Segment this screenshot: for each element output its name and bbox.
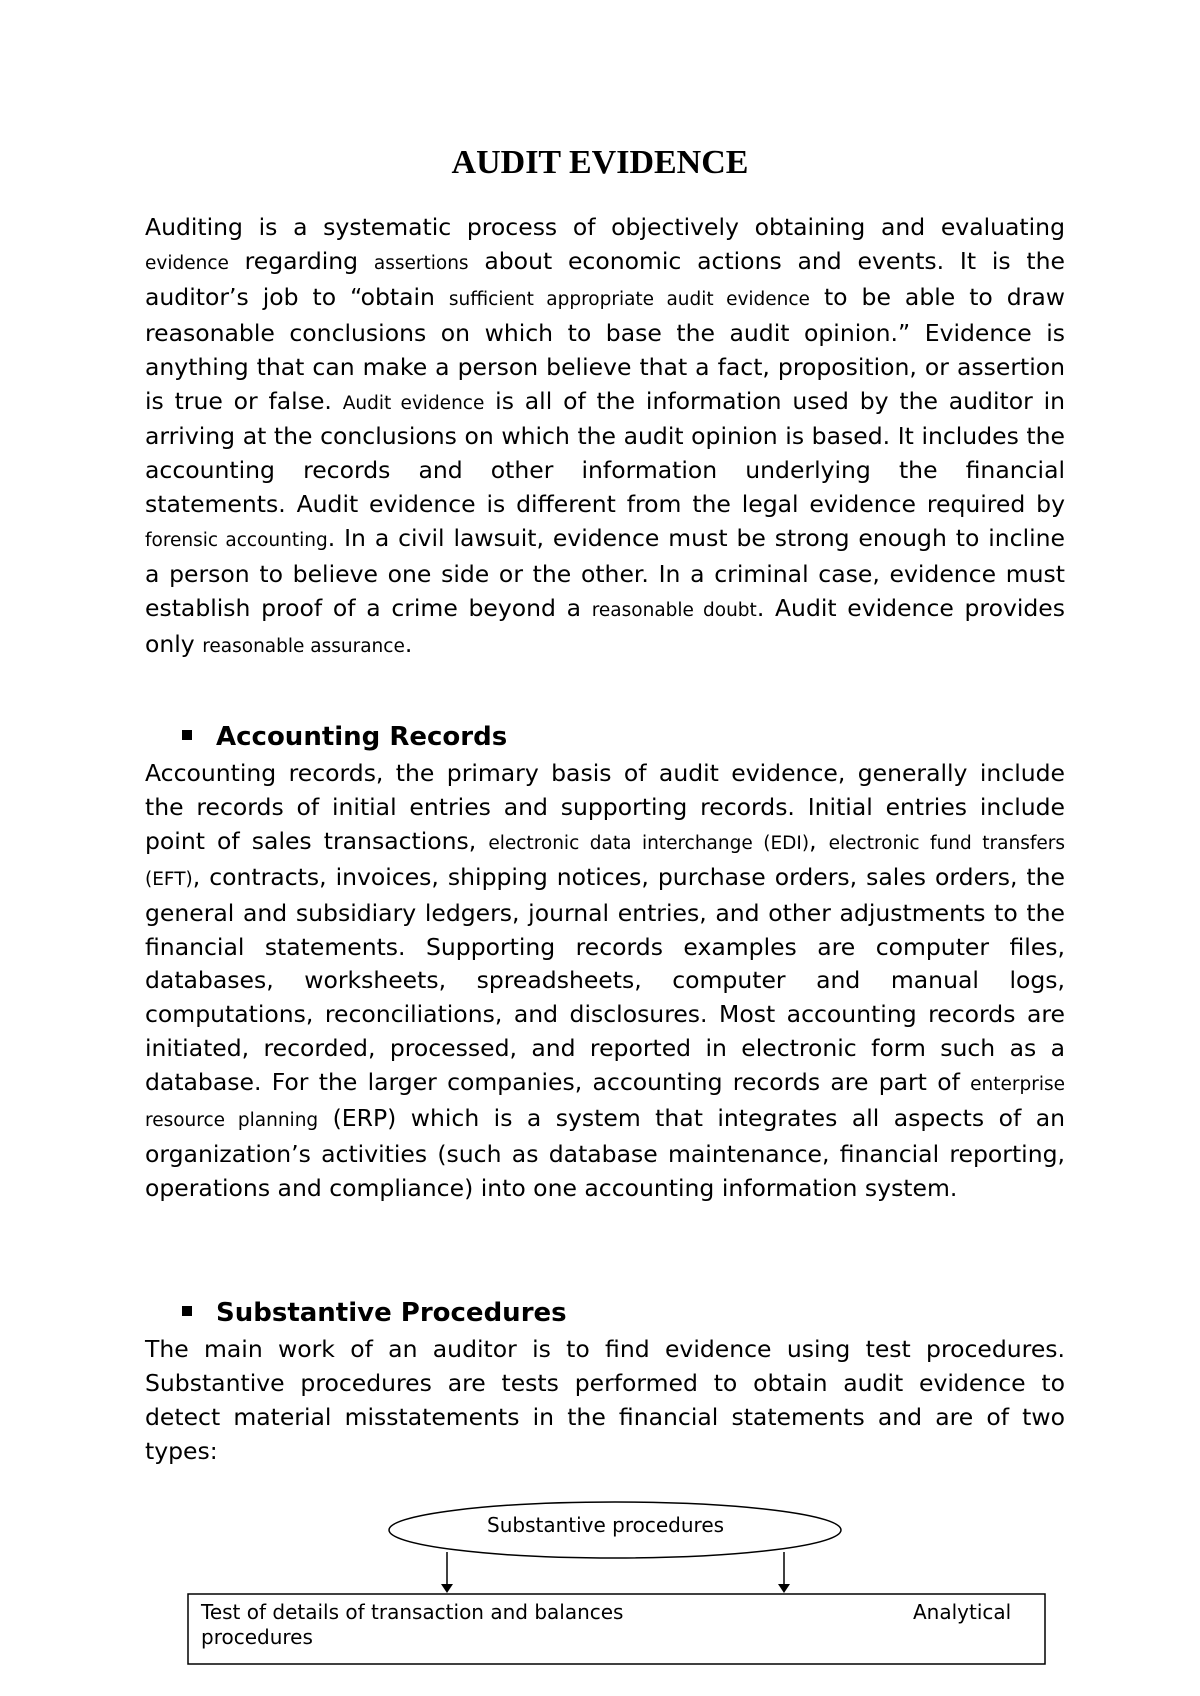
intro-text: Auditing is a systematic process of objectively obtaining and evaluating [145, 213, 1065, 241]
intro-link-reasonable-doubt[interactable]: reasonable doubt [591, 599, 757, 621]
intro-text: . [404, 629, 413, 658]
intro-link-sufficient-evidence[interactable]: sufficient appropriate audit evidence [448, 288, 810, 310]
section-heading-text: Substantive Procedures [216, 1298, 567, 1328]
link-eft[interactable]: electronic fund transfers (EFT) [145, 832, 1065, 890]
intro-text: is all of the information used by the auditor in arriving at the conclusions on which the audit opinion is based. It includes the accounting records and other information underlying the financial statements. Audit evidence is different from the legal evidence required by [145, 386, 1065, 519]
substantive-procedures-paragraph: The main work of an auditor is to find evidence using test procedures. Substantive procedures are tests performed to obtain audit evidence to detect material misstatements in the financial statements and are of two types: [145, 1335, 1065, 1465]
intro-text: . In a civil lawsuit, evidence must be strong enough to incline a person to believe one side or the other. In a criminal case, evidence must establish proof of a crime beyond a [145, 524, 1066, 622]
link-erp[interactable]: enterprise resource planning [145, 1074, 1065, 1132]
document-title: AUDIT EVIDENCE [451, 144, 749, 181]
intro-link-audit-evidence[interactable]: Audit evidence [342, 392, 485, 414]
intro-text: about economic actions and events. It is the auditor’s job to “obtain [145, 246, 1065, 311]
diagram-test-of-details-label: Test of details of transaction and balances [201, 1600, 624, 1624]
intro-text: . Audit evidence provides only [145, 593, 1066, 658]
diagram-root-label: Substantive procedures [487, 1513, 725, 1537]
diagram-procedures-label: procedures [201, 1625, 313, 1649]
section-text: (ERP) which is a system that integrates all aspects of an organization’s activities (such as database maintenance, financial reporting, operations and compliance) into one accounting information system. [145, 1104, 1065, 1202]
intro-link-assertions[interactable]: assertions [373, 252, 469, 274]
intro-link-forensic-accounting[interactable]: forensic accounting [145, 530, 328, 552]
section-heading-text: Accounting Records [216, 722, 508, 752]
intro-text: to be able to draw reasonable conclusions on which to base the audit opinion.” Evidence is anything that can make a person believe that a fact, proposition, or assertion is true or false. [145, 282, 1066, 415]
section-text: , contracts, invoices, shipping notices, purchase orders, sales orders, the general and subsidiary ledgers, journal entries, and other adjustments to the financial statements. Supporting records examples are computer files, databases, worksheets, spreadsheets, computer and manual logs, computations, reconciliations, and disclosures. Most accounting records are initiated, recorded, processed, and reported in electronic form such as a database. For the larger companies, accounting records are part of [145, 862, 1065, 1097]
section-text: Accounting records, the primary basis of audit evidence, generally include the records of initial entries and supporting records. Initial entries include point of sales transactions, [145, 759, 1065, 855]
intro-link-evidence[interactable]: evidence [145, 252, 229, 274]
link-edi[interactable]: electronic data interchange (EDI) [488, 832, 810, 854]
diagram-analytical-label: Analytical [913, 1600, 1012, 1624]
intro-text: regarding [228, 246, 374, 275]
arrow-left-head [441, 1584, 453, 1593]
arrow-right-head [778, 1584, 790, 1593]
section-text: , [809, 826, 829, 855]
intro-link-reasonable-assurance[interactable]: reasonable assurance [202, 635, 405, 657]
